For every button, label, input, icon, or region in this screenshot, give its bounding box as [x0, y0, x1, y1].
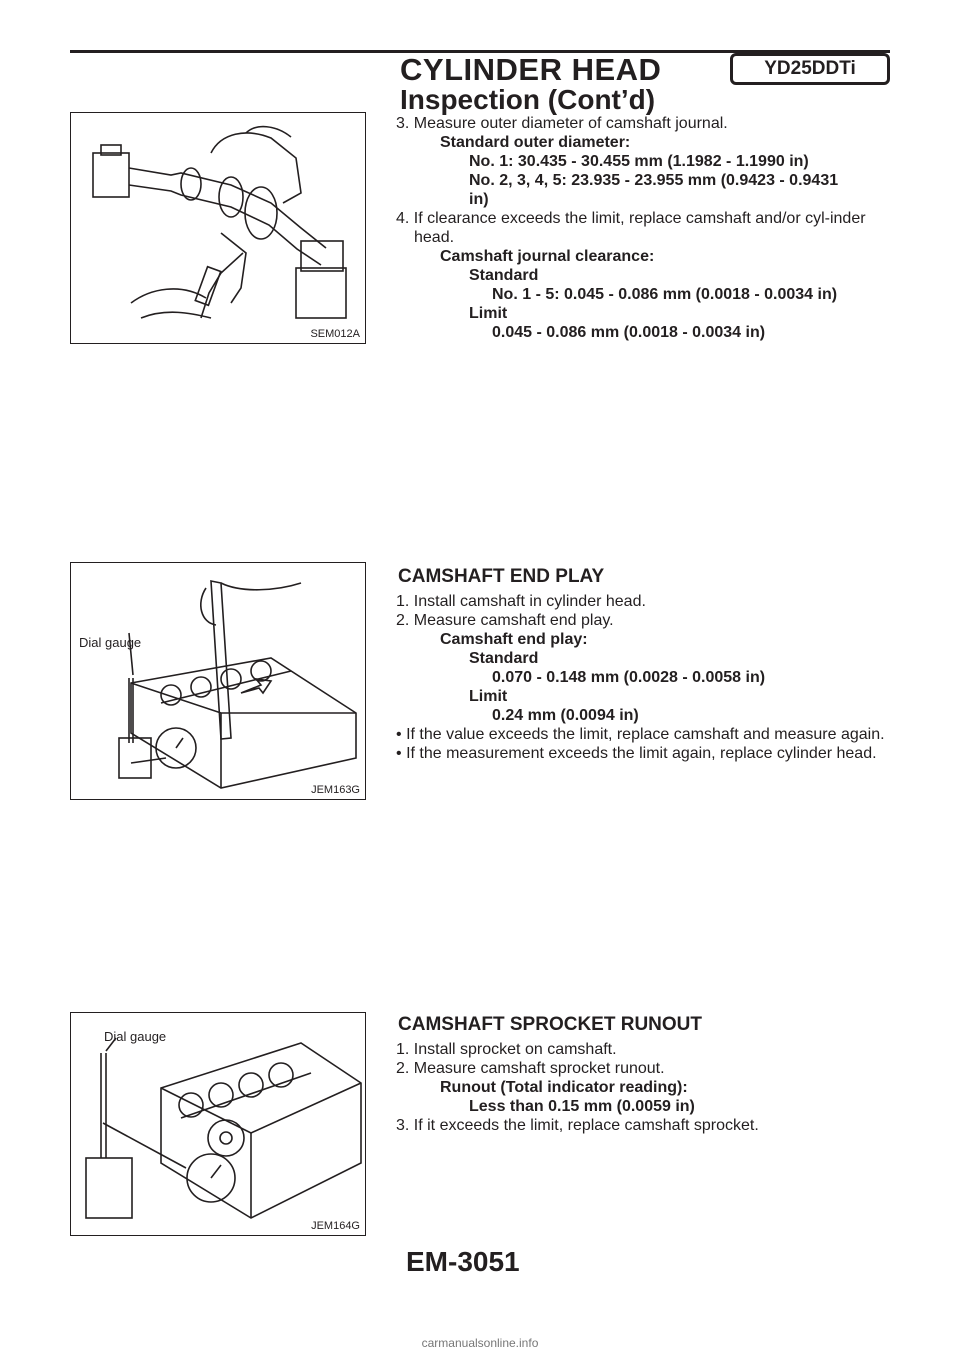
bullet-text: If the value exceeds the limit, replace camshaft and measure again.	[406, 726, 885, 743]
watermark: carmanualsonline.info	[421, 1336, 539, 1350]
end-play-standard-label: Standard	[469, 650, 539, 667]
bullet-icon: •	[396, 726, 402, 743]
step-2: 2. Measure camshaft sprocket runout.	[396, 1060, 665, 1077]
od-no1: No. 1: 30.435 - 30.455 mm (1.1982 - 1.1990 in)	[469, 153, 809, 170]
step-3: 3. If it exceeds the limit, replace camshaft sprocket.	[396, 1117, 759, 1134]
camshaft-journal-text	[396, 114, 896, 342]
sprocket-runout-heading: CAMSHAFT SPROCKET RUNOUT	[398, 1014, 702, 1035]
step-2: 2. Measure camshaft end play.	[396, 612, 614, 629]
figure-code: JEM164G	[311, 1220, 360, 1232]
runout-value: Less than 0.15 mm (0.0059 in)	[469, 1098, 695, 1115]
step-4: 4. If clearance exceeds the limit, replace camshaft and/or cyl-inder head.	[396, 210, 866, 246]
clearance-standard-label: Standard	[469, 267, 539, 284]
dial-gauge-label: Dial gauge	[79, 635, 142, 650]
end-play-illustration	[71, 563, 364, 798]
page-title: CYLINDER HEAD	[400, 52, 662, 87]
step-3: 3. Measure outer diameter of camshaft journal.	[396, 115, 728, 132]
figure-code: JEM163G	[311, 784, 360, 796]
figure-sprocket-runout	[70, 1012, 366, 1236]
sprocket-runout-illustration	[71, 1013, 364, 1234]
model-badge: YD25DDTi	[730, 53, 890, 85]
end-play-heading: CAMSHAFT END PLAY	[398, 566, 605, 587]
od-no2-5-cont: in)	[469, 191, 489, 208]
sprocket-runout-text	[396, 1040, 896, 1135]
figure-camshaft-journal	[70, 112, 366, 344]
clearance-label: Camshaft journal clearance:	[440, 248, 655, 265]
step-1: 1. Install sprocket on camshaft.	[396, 1041, 617, 1058]
camshaft-journal-illustration	[71, 113, 364, 342]
bullet-icon: •	[396, 745, 402, 762]
bullet-text: If the measurement exceeds the limit again, replace cylinder head.	[406, 745, 877, 762]
bullet-item	[396, 725, 896, 744]
end-play-label: Camshaft end play:	[440, 631, 588, 648]
clearance-standard-value: No. 1 - 5: 0.045 - 0.086 mm (0.0018 - 0.0034 in)	[492, 286, 838, 303]
runout-label: Runout (Total indicator reading):	[440, 1079, 688, 1096]
clearance-limit-label: Limit	[469, 305, 508, 322]
std-od-label: Standard outer diameter:	[440, 134, 631, 151]
page-number: EM-3051	[406, 1246, 520, 1277]
end-play-limit-value: 0.24 mm (0.0094 in)	[492, 707, 639, 724]
end-play-text	[396, 592, 896, 763]
od-no2-5: No. 2, 3, 4, 5: 23.935 - 23.955 mm (0.9423 - 0.9431	[469, 172, 839, 189]
clearance-limit-value: 0.045 - 0.086 mm (0.0018 - 0.0034 in)	[492, 324, 766, 341]
bullet-item	[396, 744, 896, 763]
dial-gauge-label: Dial gauge	[104, 1029, 167, 1044]
end-play-limit-label: Limit	[469, 688, 508, 705]
figure-end-play	[70, 562, 366, 800]
end-play-standard-value: 0.070 - 0.148 mm (0.0028 - 0.0058 in)	[492, 669, 766, 686]
figure-code: SEM012A	[310, 328, 360, 340]
step-1: 1. Install camshaft in cylinder head.	[396, 593, 646, 610]
page-subtitle: Inspection (Cont’d)	[400, 84, 656, 115]
